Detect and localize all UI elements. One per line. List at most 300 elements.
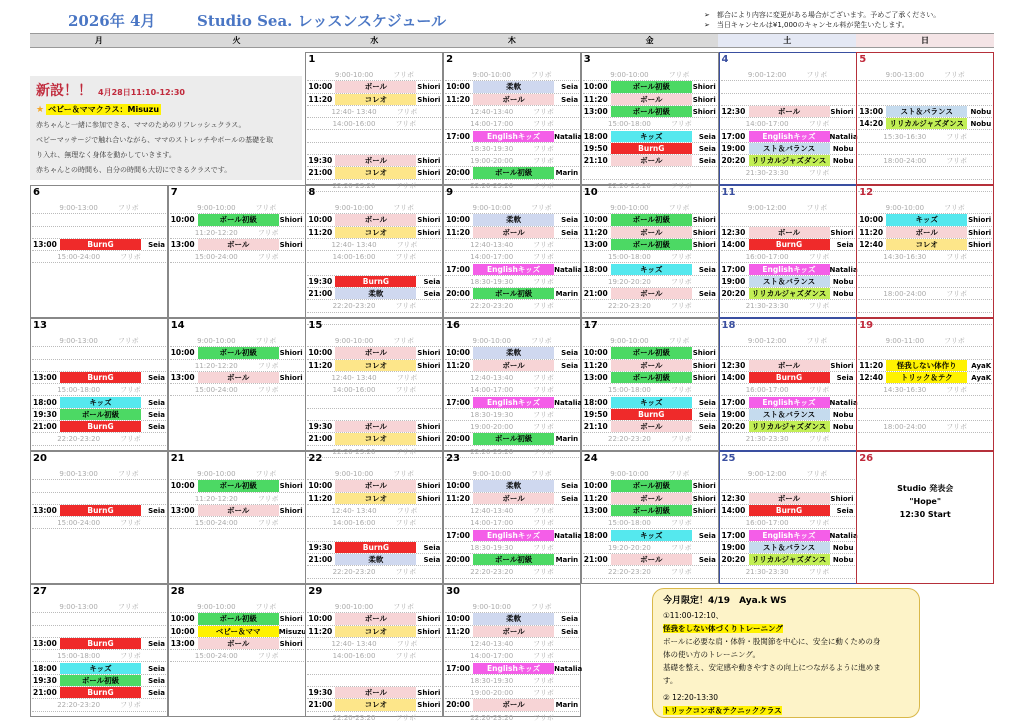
instructor-name: Shiori	[692, 240, 716, 249]
lesson-row[interactable]	[307, 433, 441, 445]
free-time: 19:00-20:00	[470, 157, 514, 166]
lesson-row[interactable]	[307, 613, 441, 625]
lesson-row[interactable]	[32, 239, 166, 251]
lesson-name: キッズ	[60, 663, 141, 674]
free-label: フリボ	[395, 181, 417, 190]
free-slot	[445, 276, 579, 288]
lesson-name: ボール	[749, 360, 830, 371]
lesson-row[interactable]	[721, 227, 855, 239]
free-label: フリボ	[670, 120, 692, 129]
lesson-row[interactable]	[32, 675, 166, 687]
lesson-row[interactable]	[445, 613, 579, 625]
free-slot	[170, 202, 304, 214]
instructor-name: Shiori	[417, 627, 441, 636]
lesson-time: 11:20	[446, 626, 470, 636]
free-time: 21:30-23:30	[745, 435, 789, 444]
free-label: フリボ	[395, 253, 417, 262]
lesson-row[interactable]	[32, 409, 166, 421]
day-cell	[305, 185, 443, 318]
instructor-name: Shiori	[417, 349, 441, 358]
free-time: 9:00-13:00	[59, 337, 98, 345]
free-slot	[307, 601, 441, 613]
lesson-time: 13:00	[170, 372, 195, 382]
free-slot	[307, 638, 441, 650]
free-time: 22:20-23:20	[332, 302, 376, 311]
free-slot	[721, 517, 855, 529]
lesson-row[interactable]	[721, 505, 855, 517]
free-slot	[170, 468, 304, 480]
lesson-row[interactable]	[445, 480, 579, 492]
free-slot	[858, 288, 992, 300]
lesson-row[interactable]	[307, 493, 441, 505]
lesson-row[interactable]	[445, 433, 579, 445]
lesson-time: 17:00	[721, 264, 746, 274]
lesson-row[interactable]	[445, 626, 579, 638]
free-slot	[858, 421, 992, 433]
free-time: 22:20-23:20	[332, 447, 376, 456]
free-time: 14:00-17:00	[470, 120, 514, 129]
lesson-row[interactable]	[583, 554, 717, 566]
free-time: 18:30-19:30	[470, 277, 514, 286]
lesson-row[interactable]	[721, 288, 855, 300]
lesson-row[interactable]	[307, 81, 441, 93]
free-slot	[445, 106, 579, 118]
lesson-row[interactable]	[583, 372, 717, 384]
lesson-row[interactable]	[583, 421, 717, 433]
instructor-name: Seia	[561, 494, 579, 503]
free-slot	[583, 251, 717, 263]
lesson-name: ボール	[198, 638, 279, 649]
lesson-time: 11:20	[446, 493, 470, 503]
free-time: 9:00-13:00	[885, 71, 925, 79]
lesson-row[interactable]	[721, 131, 858, 143]
lesson-row[interactable]	[721, 264, 858, 276]
lesson-row[interactable]	[307, 276, 441, 288]
lesson-time: 17:00	[446, 397, 470, 407]
instructor-name: Shiori	[692, 228, 716, 237]
instructor-name: Natalia	[829, 132, 858, 141]
free-slot	[445, 542, 579, 554]
free-label: フリボ	[944, 337, 965, 345]
lesson-time: 11:20	[446, 360, 470, 370]
free-time: 15:00-24:00	[194, 253, 238, 262]
free-time: 9:00-12:00	[747, 337, 787, 345]
lesson-name: Englishキッズ	[473, 663, 554, 674]
empty-slot	[721, 214, 855, 226]
free-slot	[583, 517, 717, 529]
free-label: フリボ	[670, 435, 692, 444]
lesson-row[interactable]	[307, 421, 441, 433]
free-label: フリボ	[395, 386, 417, 395]
lesson-row[interactable]	[307, 227, 441, 239]
lesson-name: ボール初級	[611, 214, 692, 225]
lesson-row[interactable]	[583, 106, 717, 118]
lesson-row[interactable]	[721, 276, 855, 288]
lesson-name: BurnG	[60, 372, 141, 383]
lesson-time: 13:00	[583, 106, 608, 116]
empty-slot	[307, 409, 441, 421]
lesson-row[interactable]	[32, 421, 166, 433]
lesson-name: ボール	[473, 227, 554, 238]
lesson-name: ボール	[335, 613, 416, 624]
instructor-name: Shiori	[417, 615, 441, 624]
free-time: 19:20-20:20	[607, 543, 651, 552]
lesson-row[interactable]	[721, 360, 855, 372]
lesson-row[interactable]	[583, 155, 717, 167]
lesson-row[interactable]	[721, 372, 855, 384]
lesson-name: 柔軟	[335, 554, 416, 565]
instructor-name: Shiori	[830, 361, 854, 370]
free-slot	[307, 202, 441, 214]
lesson-name: キッズ	[60, 397, 141, 408]
instructor-name: Shiori	[692, 361, 716, 370]
free-time: 14:00-17:00	[745, 120, 789, 129]
lesson-row[interactable]	[307, 155, 441, 167]
lesson-row[interactable]	[445, 227, 579, 239]
lesson-row[interactable]	[721, 530, 858, 542]
lesson-time: 19:30	[308, 276, 333, 286]
instructor-name: Shiori	[692, 107, 716, 116]
lesson-name: スト＆バランス	[749, 143, 830, 154]
lesson-name: コレオ	[335, 360, 416, 371]
lesson-row[interactable]	[583, 397, 717, 409]
free-time: 9:00-10:00	[472, 71, 511, 79]
instructor-name: Shiori	[279, 216, 303, 225]
lesson-row[interactable]	[583, 94, 717, 106]
free-time: 9:00-10:00	[334, 470, 374, 478]
lesson-name: ボール初級	[611, 81, 692, 92]
free-label: フリボ	[533, 543, 554, 552]
lesson-row[interactable]	[583, 505, 717, 517]
lesson-row[interactable]	[170, 480, 304, 492]
empty-slot	[307, 530, 441, 542]
lesson-name: 柔軟	[473, 214, 554, 225]
free-label: フリボ	[255, 470, 277, 478]
free-label: フリボ	[533, 676, 554, 685]
lesson-time: 10:00	[446, 215, 470, 225]
lesson-row[interactable]	[583, 480, 717, 492]
empty-slot	[32, 347, 166, 359]
lesson-name: ボール	[473, 94, 554, 105]
lesson-row[interactable]	[583, 347, 717, 359]
lesson-row[interactable]	[583, 214, 717, 226]
lesson-row[interactable]	[583, 493, 717, 505]
lesson-name: キッズ	[611, 530, 692, 541]
lesson-row[interactable]	[858, 372, 992, 384]
lesson-name: ボール	[335, 480, 416, 491]
free-slot	[307, 384, 441, 396]
lesson-row[interactable]	[583, 143, 717, 155]
free-label: フリボ	[257, 361, 279, 370]
free-slot	[858, 202, 992, 214]
lesson-row[interactable]	[445, 81, 579, 93]
lesson-time: 18:00	[583, 397, 608, 407]
lesson-row[interactable]	[583, 131, 717, 143]
lesson-row[interactable]	[445, 94, 579, 106]
workshop-line-3: ボールに必要な肩・体幹・股関節を中心に、安全に動くための身	[663, 637, 881, 646]
lesson-row[interactable]	[721, 542, 855, 554]
lesson-row[interactable]	[307, 554, 441, 566]
lesson-row[interactable]	[445, 493, 579, 505]
lesson-row[interactable]	[721, 143, 855, 155]
day-number: 13	[33, 320, 47, 331]
day-cell	[305, 584, 443, 722]
day-number: 22	[308, 453, 323, 464]
lesson-row[interactable]	[445, 214, 579, 226]
lesson-name: ボール初級	[611, 106, 692, 117]
lesson-row[interactable]	[307, 542, 441, 554]
lesson-row[interactable]	[721, 421, 855, 433]
lesson-time: 13:00	[33, 372, 57, 382]
lesson-row[interactable]	[307, 699, 441, 711]
instructor-name: Misuzu	[278, 627, 307, 636]
lesson-row[interactable]	[170, 505, 304, 517]
lesson-row[interactable]	[583, 239, 717, 251]
new-class-name: ベビー＆ママクラス：Misuzu	[48, 105, 160, 114]
instructor-name: Shiori	[417, 435, 441, 444]
lesson-row[interactable]	[583, 227, 717, 239]
event-line3: 12:30 Start	[899, 510, 951, 519]
lesson-time: 10:00	[170, 626, 195, 636]
instructor-name: Nobu	[832, 277, 854, 286]
free-label: フリボ	[806, 71, 828, 79]
free-label: フリボ	[533, 506, 554, 515]
lesson-row[interactable]	[583, 264, 717, 276]
lesson-row[interactable]	[858, 227, 992, 239]
free-slot	[32, 601, 166, 613]
lesson-row[interactable]	[721, 409, 855, 421]
free-time: 12:40-13:40	[470, 240, 514, 249]
lesson-name: リリカルジャズダンス	[886, 118, 967, 129]
free-slot	[858, 384, 992, 396]
instructor-name: Shiori	[417, 228, 441, 237]
lesson-row[interactable]	[445, 131, 583, 143]
lesson-name: ボール	[198, 372, 279, 383]
day-number: 12	[859, 187, 874, 198]
lesson-time: 17:00	[721, 397, 746, 407]
free-label: フリボ	[533, 410, 554, 419]
lesson-row[interactable]	[445, 699, 579, 711]
lesson-row[interactable]	[721, 155, 855, 167]
lesson-row[interactable]	[170, 214, 304, 226]
lesson-time: 11:20	[308, 94, 333, 104]
lesson-row[interactable]	[170, 613, 304, 625]
instructor-name: Seia	[148, 398, 165, 407]
lesson-row[interactable]	[583, 530, 717, 542]
day-cell	[719, 318, 857, 451]
day-cell	[719, 185, 857, 318]
lesson-row[interactable]	[858, 360, 992, 372]
lesson-time: 13:00	[33, 239, 57, 249]
workshop-line-8: トリックコンボ＆テクニッククラス	[663, 706, 782, 715]
instructor-name: Seia	[561, 216, 579, 225]
new-class-desc-4: 赤ちゃんとの時間も、自分の時間も大切にできるクラスです。	[36, 166, 232, 174]
day-cell	[30, 584, 168, 717]
instructor-name: Shiori	[279, 506, 303, 515]
free-time: 22:20-23:20	[607, 302, 651, 311]
lesson-row[interactable]	[445, 360, 579, 372]
lesson-time: 11:20	[859, 227, 884, 237]
schedule-title: Studio Sea. レッスンスケジュール	[197, 12, 447, 30]
lesson-row[interactable]	[583, 409, 717, 421]
day-number: 27	[33, 586, 47, 597]
lesson-time: 10:00	[583, 215, 608, 225]
lesson-time: 20:20	[721, 289, 746, 299]
lesson-row[interactable]	[583, 81, 717, 93]
lesson-row[interactable]	[445, 347, 579, 359]
free-time: 19:00-20:00	[470, 689, 514, 698]
free-time: 22:20-23:20	[332, 713, 376, 722]
lesson-time: 13:00	[170, 638, 195, 648]
lesson-row[interactable]	[170, 372, 304, 384]
day-cell	[581, 318, 719, 451]
instructor-name: Seia	[698, 144, 716, 153]
free-label: フリボ	[670, 181, 692, 190]
lesson-time: 21:00	[308, 289, 333, 299]
day-cell	[856, 451, 994, 584]
free-label: フリボ	[533, 277, 554, 286]
lesson-time: 19:30	[308, 688, 333, 698]
lesson-row[interactable]	[32, 505, 166, 517]
lesson-row[interactable]	[32, 663, 166, 675]
instructor-name: Seia	[698, 398, 716, 407]
lesson-row[interactable]	[445, 397, 583, 409]
lesson-row[interactable]	[721, 493, 855, 505]
lesson-row[interactable]	[32, 638, 166, 650]
lesson-time: 14:00	[721, 372, 746, 382]
lesson-row[interactable]	[858, 214, 992, 226]
lesson-time: 17:00	[721, 530, 746, 540]
free-time: 15:00-18:00	[607, 120, 651, 129]
instructor-name: Seia	[698, 423, 716, 432]
empty-slot	[583, 167, 717, 179]
lesson-row[interactable]	[445, 554, 579, 566]
free-time: 22:20-23:20	[332, 568, 376, 577]
lesson-time: 20:20	[721, 156, 746, 166]
free-time: 9:00-13:00	[59, 603, 98, 611]
free-time: 9:00-10:00	[334, 71, 374, 79]
lesson-row[interactable]	[721, 106, 855, 118]
lesson-time: 10:00	[859, 215, 884, 225]
lesson-row[interactable]	[583, 288, 717, 300]
lesson-time: 12:30	[721, 227, 746, 237]
lesson-row[interactable]	[307, 214, 441, 226]
lesson-row[interactable]	[170, 239, 304, 251]
free-slot	[721, 251, 855, 263]
lesson-name: ボール	[886, 227, 967, 238]
lesson-time: 20:00	[446, 555, 470, 565]
lesson-row[interactable]	[170, 626, 307, 638]
lesson-row[interactable]	[858, 239, 992, 251]
free-slot	[721, 468, 855, 480]
lesson-row[interactable]	[307, 360, 441, 372]
free-time: 9:00-10:00	[472, 470, 511, 478]
lesson-row[interactable]	[32, 687, 166, 699]
lesson-row[interactable]	[721, 239, 855, 251]
lesson-time: 19:30	[308, 422, 333, 432]
lesson-time: 12:30	[721, 360, 746, 370]
free-label: フリボ	[395, 652, 417, 661]
free-slot	[445, 251, 579, 263]
free-slot	[721, 300, 855, 312]
lesson-row[interactable]	[445, 530, 583, 542]
free-label: フリボ	[257, 494, 279, 503]
instructor-name: Seia	[423, 277, 441, 286]
lesson-time: 12:30	[721, 493, 746, 503]
free-label: フリボ	[120, 519, 141, 528]
free-slot	[445, 335, 579, 347]
free-slot	[170, 517, 304, 529]
lesson-name: スト＆バランス	[749, 542, 830, 553]
lesson-row[interactable]	[32, 372, 166, 384]
lesson-time: 19:30	[33, 409, 57, 419]
lesson-row[interactable]	[307, 480, 441, 492]
lesson-row[interactable]	[445, 288, 579, 300]
day-number: 4	[721, 54, 729, 65]
day-cell	[168, 318, 306, 451]
free-label: フリボ	[533, 713, 554, 722]
lesson-row[interactable]	[721, 554, 855, 566]
lesson-time: 18:00	[583, 530, 608, 540]
free-slot	[445, 118, 579, 130]
day-number: 5	[859, 54, 867, 65]
lesson-row[interactable]	[445, 264, 583, 276]
day-cell	[856, 52, 994, 185]
lesson-row[interactable]	[721, 397, 858, 409]
lesson-row[interactable]	[170, 347, 304, 359]
lesson-name: BurnG	[335, 542, 416, 553]
free-label: フリボ	[808, 386, 830, 395]
lesson-time: 20:00	[446, 289, 470, 299]
instructor-name: Seia	[148, 373, 165, 382]
lesson-time: 12:40	[859, 372, 884, 382]
instructor-name: Marin	[555, 435, 579, 444]
lesson-row[interactable]	[858, 106, 992, 118]
lesson-row[interactable]	[307, 288, 441, 300]
lesson-name: コレオ	[335, 94, 416, 105]
lesson-row[interactable]	[445, 663, 583, 675]
lesson-row[interactable]	[307, 626, 441, 638]
lesson-row[interactable]	[307, 167, 441, 179]
free-label: フリボ	[808, 568, 830, 577]
lesson-row[interactable]	[858, 118, 992, 130]
instructor-name: Nobu	[832, 556, 854, 565]
free-slot	[307, 372, 441, 384]
free-slot	[583, 384, 717, 396]
lesson-row[interactable]	[307, 687, 441, 699]
day-cell	[443, 185, 581, 318]
free-slot	[583, 276, 717, 288]
lesson-name: スト＆バランス	[749, 276, 830, 287]
free-slot	[170, 335, 304, 347]
day-number: 3	[583, 54, 591, 65]
lesson-name: 怪我しない体作り	[886, 360, 967, 371]
instructor-name: Nobu	[970, 120, 992, 129]
instructor-name: Nobu	[970, 107, 992, 116]
lesson-row[interactable]	[307, 94, 441, 106]
lesson-row[interactable]	[170, 638, 304, 650]
free-time: 15:00-24:00	[194, 386, 238, 395]
lesson-row[interactable]	[583, 360, 717, 372]
lesson-row[interactable]	[445, 167, 579, 179]
instructor-name: Shiori	[968, 216, 992, 225]
lesson-time: 21:00	[33, 688, 57, 698]
lesson-row[interactable]	[32, 397, 166, 409]
free-time: 9:00-10:00	[197, 204, 236, 212]
lesson-time: 14:00	[721, 505, 746, 515]
lesson-row[interactable]	[307, 347, 441, 359]
free-slot	[32, 517, 166, 529]
